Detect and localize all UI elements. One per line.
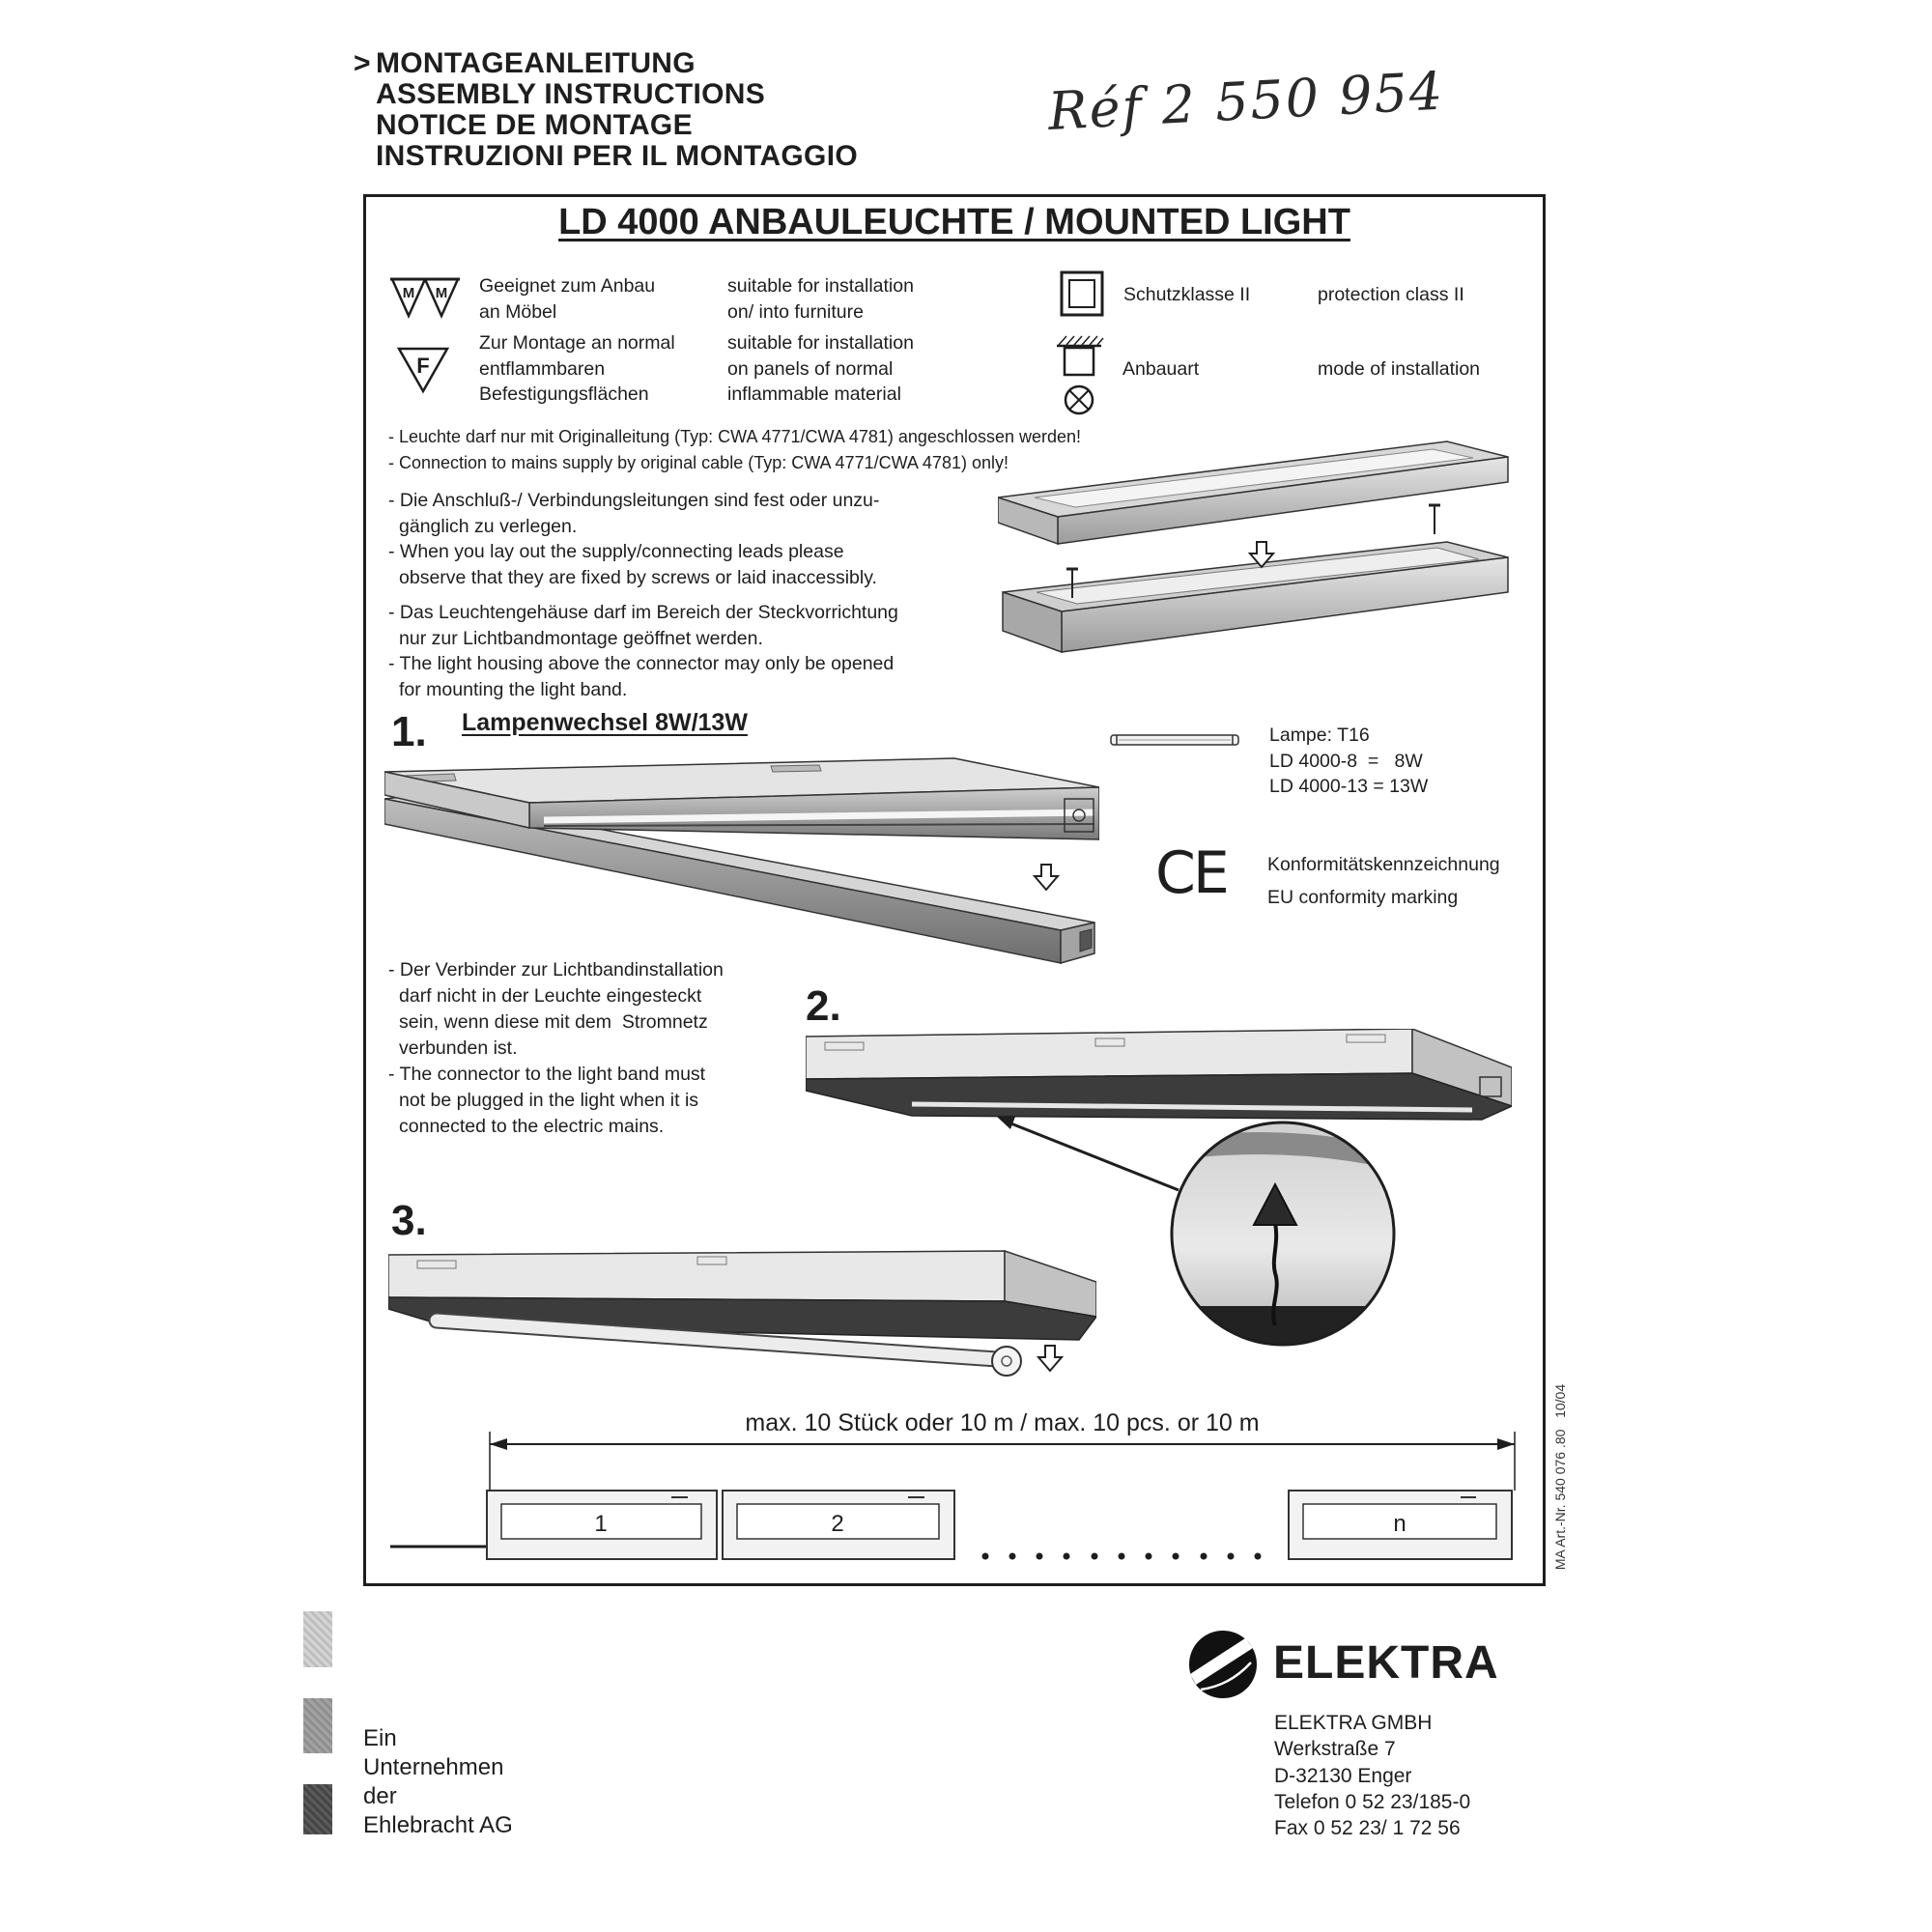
parent-line: Ein [363,1725,397,1751]
note-line: sein, wenn diese mit dem Stromnetz [399,1011,708,1033]
light-band-unit [723,1491,954,1559]
note-line: - Die Anschluß-/ Verbindungsleitungen sind fest oder unzu- [388,490,880,511]
down-arrow-icon [1035,865,1058,890]
step-3-tube-removal-illustration [388,1245,1096,1380]
note-line: - Der Verbinder zur Lichtbandinstallation [388,959,724,980]
furniture-icon-letter: M [435,285,448,301]
ce-mark: CE [1155,839,1227,907]
light-band-diagram [386,1430,1521,1575]
flammable-text-en [727,330,914,408]
gray-strip-light [303,1611,332,1667]
flammable-de-line: Befestigungsflächen [479,384,649,405]
note-line: darf nicht in der Leuchte eingesteckt [399,985,702,1007]
furniture-mm-icon [388,275,462,320]
unit-label: n [1393,1511,1406,1537]
flammable-f-icon [396,346,450,394]
header-marker: > [354,47,371,79]
dimension-arrowhead [1497,1438,1515,1450]
header-title-fr: NOTICE DE MONTAGE [376,109,693,141]
furniture-text-de [479,273,655,325]
address-line: D-32130 Enger [1274,1764,1412,1787]
unit-label: 1 [594,1511,608,1537]
note-line: nur zur Lichtbandmontage geöffnet werden. [399,627,763,649]
lamp-spec-line: LD 4000-13 = 13W [1269,776,1429,797]
note-line: - Das Leuchtengehäuse darf im Bereich der Steckvorrichtung [388,602,898,623]
dimension-arrowhead [490,1438,507,1450]
parent-line: Unternehmen [363,1754,504,1780]
note-line: - Connection to mains supply by original cable (Typ: CWA 4771/CWA 4781) only! [388,453,1009,472]
lamp-cover [998,441,1508,544]
header-title-en: ASSEMBLY INSTRUCTIONS [376,78,766,110]
lamp-specs [1269,723,1428,800]
unit-label: 2 [831,1511,844,1537]
lamp-tube-icon [1109,732,1240,748]
note-line: - When you lay out the supply/connecting leads please [388,541,844,562]
furniture-en-line: suitable for installation [727,275,914,297]
header-title-it: INSTRUZIONI PER IL MONTAGGIO [376,140,858,172]
mounting-text-en: mode of installation [1318,358,1481,380]
housing-notes [388,600,898,702]
light-band-max-label: max. 10 Stück oder 10 m / max. 10 pcs. or 10 m [745,1409,1260,1436]
flammable-en-line: suitable for installation [727,332,914,354]
step-2-number: 2. [806,982,841,1030]
lamp-spec-line: Lampe: T16 [1269,724,1370,746]
elektra-logo-icon [1187,1630,1259,1699]
step-1-title: Lampenwechsel 8W/13W [462,709,748,736]
furniture-de-line: Geeignet zum Anbau [479,275,656,297]
mounting-text-de: Anbauart [1122,358,1200,380]
company-address [1274,1710,1470,1841]
note-line: observe that they are fixed by screws or laid inaccessibly. [399,566,877,588]
furniture-de-line: an Möbel [479,300,557,323]
header-titles [376,48,858,172]
gray-strip-dark [303,1784,332,1834]
screw-icon [1429,505,1440,534]
protection-text-de: Schutzklasse II [1123,284,1251,305]
step-1-lamp-change-illustration [384,756,1099,967]
exploded-lamp-illustration [998,428,1512,675]
note-line: verbunden ist. [399,1037,518,1059]
note-line: gänglich zu verlegen. [399,515,578,537]
parent-company [363,1724,513,1840]
protection-text-en: protection class II [1318,284,1464,305]
flammable-en-line: on panels of normal [727,357,894,380]
step-1-number: 1. [391,708,427,755]
leads-notes [388,488,879,590]
furniture-icon-letter: M [402,285,415,301]
leader-arrowhead [997,1117,1015,1129]
address-line: Telefon 0 52 23/185-0 [1274,1790,1471,1813]
article-number: MA Art.-Nr. 540 076 .80 10/04 [1552,1383,1568,1571]
gray-strip-medium [303,1698,332,1753]
note-line: connected to the electric mains. [399,1116,665,1137]
address-line: Fax 0 52 23/ 1 72 56 [1274,1817,1461,1840]
note-line: not be plugged in the light when it is [399,1090,699,1111]
header-title-de: MONTAGEANLEITUNG [376,47,696,79]
flammable-de-line: Zur Montage an normal [479,332,675,354]
step-2-notes [388,957,724,1140]
flammable-icon-letter: F [416,354,430,378]
page-title: LD 4000 ANBAULEUCHTE / MOUNTED LIGHT [558,202,1350,242]
mounting-mode-icon [1053,334,1105,417]
step-3-number: 3. [391,1197,427,1244]
lamp-spec-line: LD 4000-8 = 8W [1269,750,1423,772]
light-band-unit [487,1491,717,1559]
mains-notes [388,424,1081,476]
note-line: - Leuchte darf nur mit Originalleitung (Typ: CWA 4771/CWA 4781) angeschlossen werden! [388,427,1082,446]
ellipsis-dots [982,1553,1262,1560]
flammable-en-line: inflammable material [727,384,901,405]
note-line: - The light housing above the connector may only be opened [388,653,895,674]
conformity-text-de: Konformitätskennzeichnung [1267,854,1500,875]
conformity-text-en: EU conformity marking [1267,887,1459,908]
parent-line: der [363,1783,397,1809]
protection-class-ii-icon [1060,270,1104,317]
light-band-unit [1289,1491,1512,1559]
address-line: Werkstraße 7 [1274,1738,1396,1761]
note-line: - The connector to the light band must [388,1064,706,1085]
handwritten-reference: Réf 2 550 954 [1046,60,1446,142]
address-line: ELEKTRA GMBH [1274,1712,1433,1734]
flammable-de-line: entflammbaren [479,357,606,380]
leader-line [1009,1122,1179,1190]
furniture-en-line: on/ into furniture [727,300,864,323]
flammable-text-de [479,330,675,408]
furniture-text-en [727,273,914,325]
elektra-logo-text: ELEKTRA [1273,1637,1499,1689]
parent-line: Ehlebracht AG [363,1812,513,1838]
note-line: for mounting the light band. [399,678,628,700]
down-arrow-icon [1038,1346,1062,1371]
